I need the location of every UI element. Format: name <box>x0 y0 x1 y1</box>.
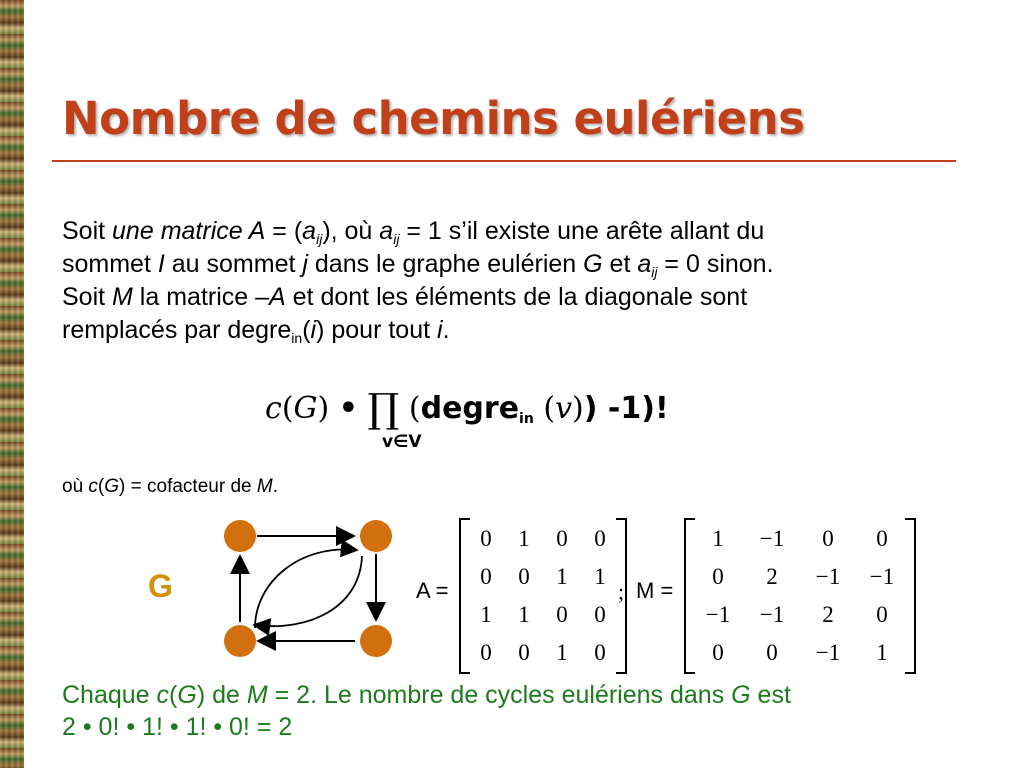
node-top-right <box>360 520 392 552</box>
edge-curve-up <box>255 549 357 628</box>
decorative-side-strip <box>0 0 24 768</box>
euler-graph-diagram <box>210 512 410 662</box>
matrix-a: 0 1 0 0 0 0 1 1 1 1 0 0 0 0 1 0 <box>459 518 627 674</box>
edge-curve-down <box>254 556 362 626</box>
intro-paragraph: Soit une matrice $A = (a_{ij})$, où $a_{ij} = 1$ s’il existe une arête allant du sommet I au sommet j dans le graphe eulérien G et $a_{ij} = 0$ sinon. Soit M la matrice –A et dont les éléments de la diagonale sont remplacés par degre$_{in}$(i) pour tout i. <box>62 217 774 346</box>
matrix-a-label: A = <box>416 578 449 603</box>
cofactor-note: où c(G) = cofacteur de M. <box>62 476 278 497</box>
node-top-left <box>224 520 256 552</box>
product-index: v∈V <box>382 432 422 452</box>
conclusion-text: Chaque c(G) de M = 2. Le nombre de cycles eulériens dans G est 2 • 0! • 1! • 1! • 0! = 2 <box>62 681 791 741</box>
conclusion-result: 2 • 0! • 1! • 1! • 0! = 2 <box>62 713 293 741</box>
title-underline <box>52 160 956 162</box>
matrix-m: 1 −1 0 0 0 2 −1 −1 −1 −1 2 0 0 0 −1 1 <box>684 518 916 674</box>
node-bottom-left <box>224 625 256 657</box>
node-bottom-right <box>360 625 392 657</box>
product-symbol: ∏ <box>367 386 400 432</box>
slide-title: Nombre de chemins eulériens <box>62 92 805 145</box>
matrix-m-label: M = <box>636 578 674 603</box>
graph-label: G <box>148 568 173 604</box>
euler-path-formula: c(G) • ∏ (degre$_{in}$ (v)) -1)! v∈V <box>265 386 669 452</box>
matrix-separator: ; <box>618 579 625 604</box>
